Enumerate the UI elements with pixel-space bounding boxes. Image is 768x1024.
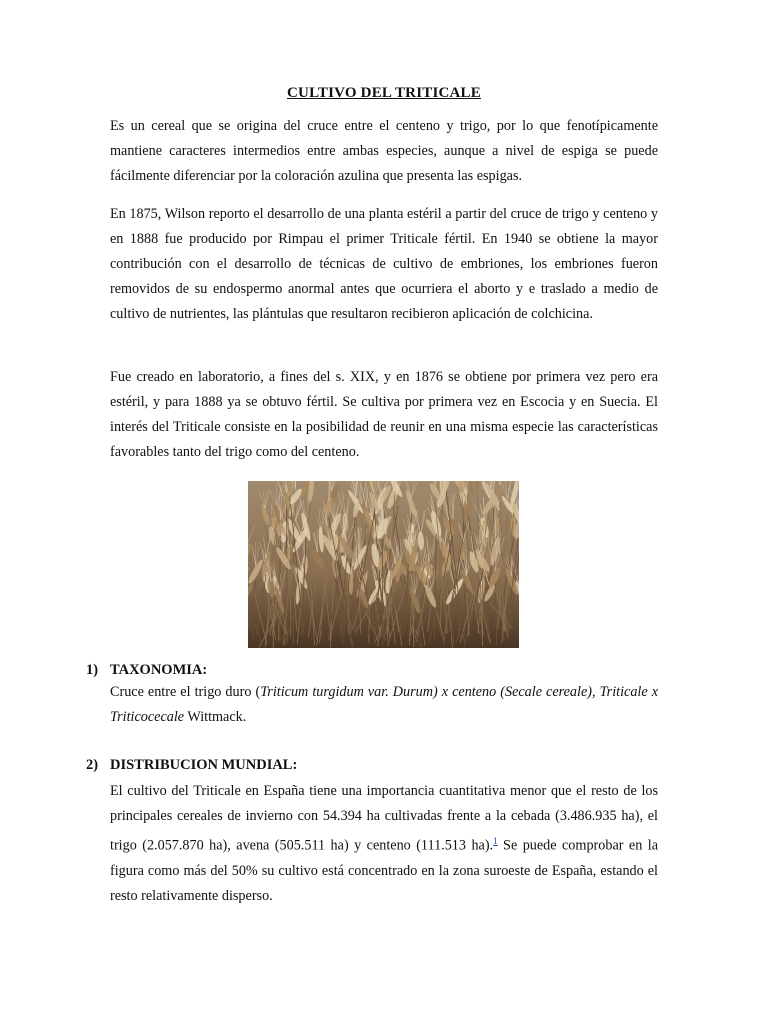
taxonomia-text-c: Wittmack. (184, 709, 247, 725)
distribucion-text-a: El cultivo del Triticale en España tiene una importancia cuantitativa menor que el resto de los principales cereales de invierno con 54.394 ha cultivadas frente a la cebada (3.486.935 ha), el trigo (2.057.870 ha), avena (505.511 ha) y centeno (111.513 ha). (110, 783, 658, 854)
section-number: 2) (86, 757, 99, 773)
taxonomia-text-a: Cruce entre el trigo duro ( (110, 684, 261, 700)
footnote-link[interactable]: 1 (493, 836, 498, 846)
section-title: TAXONOMIA: (110, 662, 208, 678)
section-heading-distribucion (86, 755, 297, 775)
section-title: DISTRIBUCION MUNDIAL: (110, 757, 298, 773)
distribucion-text-b: Se puede comprobar en la figura como más del 50% su cultivo está concentrado en la zona suroeste de España, estando el resto relativamente disperso. (110, 837, 658, 904)
section-number: 1) (86, 662, 99, 678)
document-title: CULTIVO DEL TRITICALE (287, 85, 481, 101)
history-paragraph: En 1875, Wilson reporto el desarrollo de una planta estéril a partir del cruce de trigo y centeno y en 1888 fue producido por Rimpau el primer Triticale fértil. En 1940 se obtiene la mayor contribución con el desarrollo de técnicas de cultivo de embriones, los embriones fueron removidos de su endospermo anormal antes que ocurriera el aborto y e traslado a medio de cultivo de nutrientes, las plántulas que resultaron recibieron aplicación de colchicina. (110, 206, 658, 322)
taxonomia-text-scientific: Triticum turgidum var. Durum) x centeno (Secale cereale), Triticale x Triticocecale (110, 684, 658, 725)
taxonomia-text (110, 680, 658, 730)
intro-paragraph: Es un cereal que se origina del cruce entre el centeno y trigo, por lo que fenotípicamente mantiene caracteres intermedios entre ambas especies, aunque a nivel de espiga se puede fácilmente diferenciar por la coloración azulina que presenta las espigas. (110, 118, 658, 184)
section-heading-taxonomia (86, 660, 207, 680)
triticale-field-photo (248, 481, 519, 648)
distribucion-text (110, 779, 658, 909)
origin-paragraph: Fue creado en laboratorio, a fines del s. XIX, y en 1876 se obtiene por primera vez pero era estéril, y para 1888 ya se obtuvo fértil. Se cultiva por primera vez en Escocia y en Suecia. El interés del Triticale consiste en la posibilidad de reunir en una misma especie las características favorables tanto del trigo como del centeno. (110, 369, 658, 460)
